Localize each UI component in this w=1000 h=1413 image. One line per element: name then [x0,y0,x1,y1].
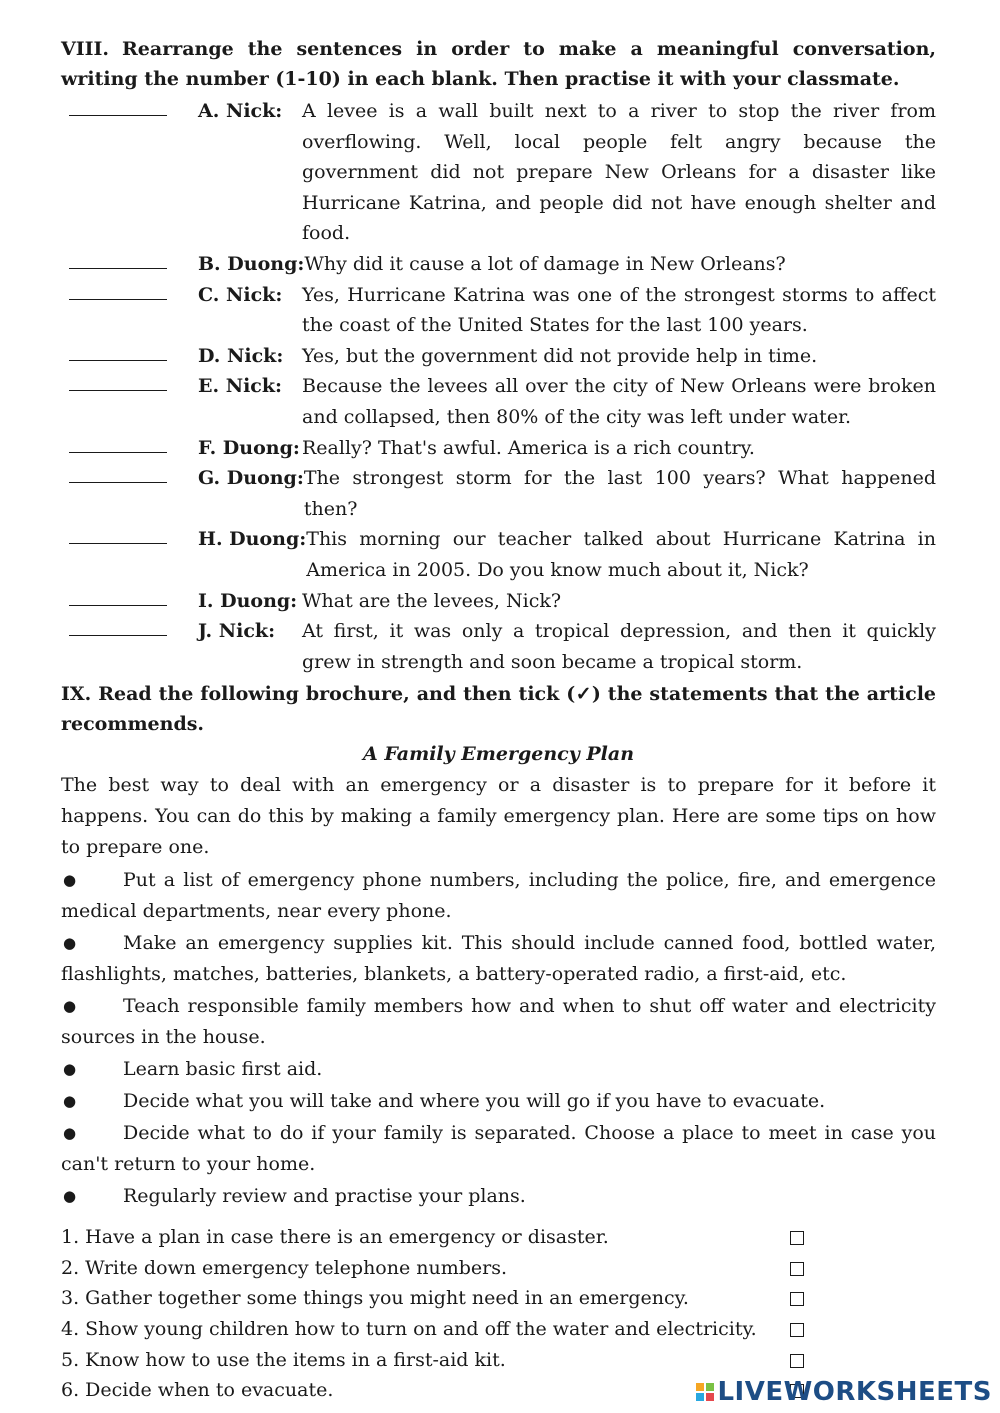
tip-text: Teach responsible family members how and when to shut off water and electricity sources in the house. [61,995,936,1049]
bullet-icon: ● [63,1092,77,1111]
bullet-icon: ● [63,1124,77,1143]
tip-text: Decide what you will take and where you will go if you have to evacuate. [123,1090,826,1113]
answer-blank[interactable] [69,371,167,391]
answer-blank[interactable] [69,463,167,483]
dialogue-text: Why did it cause a lot of damage in New Orleans? [304,252,786,275]
tick-checkbox[interactable] [790,1231,804,1245]
speaker-label: G. Duong: [198,467,304,490]
answer-blank[interactable] [69,616,167,636]
speaker-label: J. Nick: [198,620,276,643]
bullet-icon: ● [63,997,77,1016]
answer-blank[interactable] [69,586,167,606]
dialogue-line [61,249,936,280]
answer-blank[interactable] [69,524,167,544]
statement-text: 5. Know how to use the items in a first-aid kit. [61,1348,506,1371]
dialogue-text: Really? That's awful. America is a rich country. [302,436,755,459]
brochure-intro: The best way to deal with an emergency or a disaster is to prepare for it before it happens. You can do this by making a family emergency plan. Here are some tips on how to prepare one. [61,774,936,859]
dialogue-text: At first, it was only a tropical depression, and then it quickly grew in strength and soon became a tropical storm. [302,620,936,673]
speaker-label: H. Duong: [198,528,307,551]
statement-row [61,1253,936,1284]
logo-square [706,1393,714,1401]
dialogue-line [61,341,936,372]
speaker-label: E. Nick: [198,375,283,398]
dialogue-line [61,463,936,524]
dialogue-text: A levee is a wall built next to a river to stop the river from overflowing. Well, local people felt angry because the government did not prepare New Orleans for a disaster like Hurricane Katrina, and people did not have enough shelter and food. [302,100,936,245]
tip-item [61,1086,936,1117]
tip-text: Make an emergency supplies kit. This should include canned food, bottled water, flashlights, matches, batteries, blankets, a battery-operated radio, a first-aid, etc. [61,932,936,986]
tip-item [61,1181,936,1212]
dialogue-line [61,524,936,585]
worksheet-page [61,34,936,1406]
section-9-heading [61,679,936,739]
bullet-icon: ● [63,1187,77,1206]
statement-text: 4. Show young children how to turn on and off the water and electricity. [61,1318,757,1341]
statement-row [61,1345,936,1376]
dialogue-line [61,586,936,617]
speaker-label: D. Nick: [198,344,284,367]
dialogue-line [61,96,936,249]
speaker-label: B. Duong: [198,252,305,275]
logo-mark-icon [696,1383,714,1401]
brochure-title: A Family Emergency Plan [362,743,635,766]
tip-item [61,1054,936,1085]
tip-text: Put a list of emergency phone numbers, including the police, fire, and emergence medical departments, near every phone. [61,869,936,923]
tick-checkbox[interactable] [790,1354,804,1368]
brochure-tips [61,865,936,1212]
speaker-label: F. Duong: [198,436,300,459]
section-8-heading [61,34,936,94]
tip-text: Regularly review and practise your plans. [123,1185,526,1208]
answer-blank[interactable] [69,96,167,116]
statement-text: 1. Have a plan in case there is an emergency or disaster. [61,1226,609,1249]
tick-checkbox[interactable] [790,1323,804,1337]
statement-row [61,1314,936,1345]
tip-item [61,1118,936,1180]
section-8-instruction: Rearrange the sentences in order to make a meaningful conversation, writing the number (1-10) in each blank. Then practise it with your classmate. [61,38,936,90]
logo-square [696,1393,704,1401]
dialogue-list [61,96,936,677]
tip-item [61,928,936,990]
speaker-label: C. Nick: [198,283,283,306]
dialogue-text: What are the levees, Nick? [302,589,562,612]
liveworksheets-logo [696,1377,992,1407]
answer-blank[interactable] [69,433,167,453]
tip-text: Learn basic first aid. [123,1058,323,1081]
tip-item [61,991,936,1053]
dialogue-text: Yes, but the government did not provide help in time. [302,344,818,367]
statement-row [61,1222,936,1253]
dialogue-line [61,371,936,432]
speaker-label: A. Nick: [198,100,283,122]
dialogue-text: The strongest storm for the last 100 years? What happened then? [303,467,936,520]
statement-text: 6. Decide when to evacuate. [61,1379,334,1402]
speaker-label: I. Duong: [198,589,298,612]
answer-blank[interactable] [69,280,167,300]
dialogue-text: Yes, Hurricane Katrina was one of the strongest storms to affect the coast of the United States for the last 100 years. [302,283,936,337]
bullet-icon: ● [63,934,77,953]
statement-text: 3. Gather together some things you might need in an emergency. [61,1287,689,1310]
section-8-number: VIII. [61,38,110,60]
dialogue-line [61,433,936,464]
logo-square [696,1383,704,1391]
dialogue-text: This morning our teacher talked about Hurricane Katrina in America in 2005. Do you know much about it, Nick? [306,528,936,581]
bullet-icon: ● [63,871,77,890]
tick-checkbox[interactable] [790,1262,804,1276]
logo-square [706,1383,714,1391]
brand-name: LIVEWORKSHEETS [717,1377,992,1407]
bullet-icon: ● [63,1060,77,1079]
section-9-number: IX. [61,683,92,706]
dialogue-line [61,280,936,341]
dialogue-text: Because the levees all over the city of New Orleans were broken and collapsed, then 80% of the city was left under water. [302,375,936,428]
tip-text: Decide what to do if your family is separated. Choose a place to meet in case you can't return to your home. [61,1122,936,1176]
answer-blank[interactable] [69,341,167,361]
answer-blank[interactable] [69,249,167,269]
tick-checkbox[interactable] [790,1292,804,1306]
tip-item [61,865,936,927]
statement-text: 2. Write down emergency telephone numbers. [61,1256,508,1279]
section-9-instruction: Read the following brochure, and then tick (✓) the statements that the article recommends. [61,683,936,736]
dialogue-line [61,616,936,677]
statement-row [61,1283,936,1314]
